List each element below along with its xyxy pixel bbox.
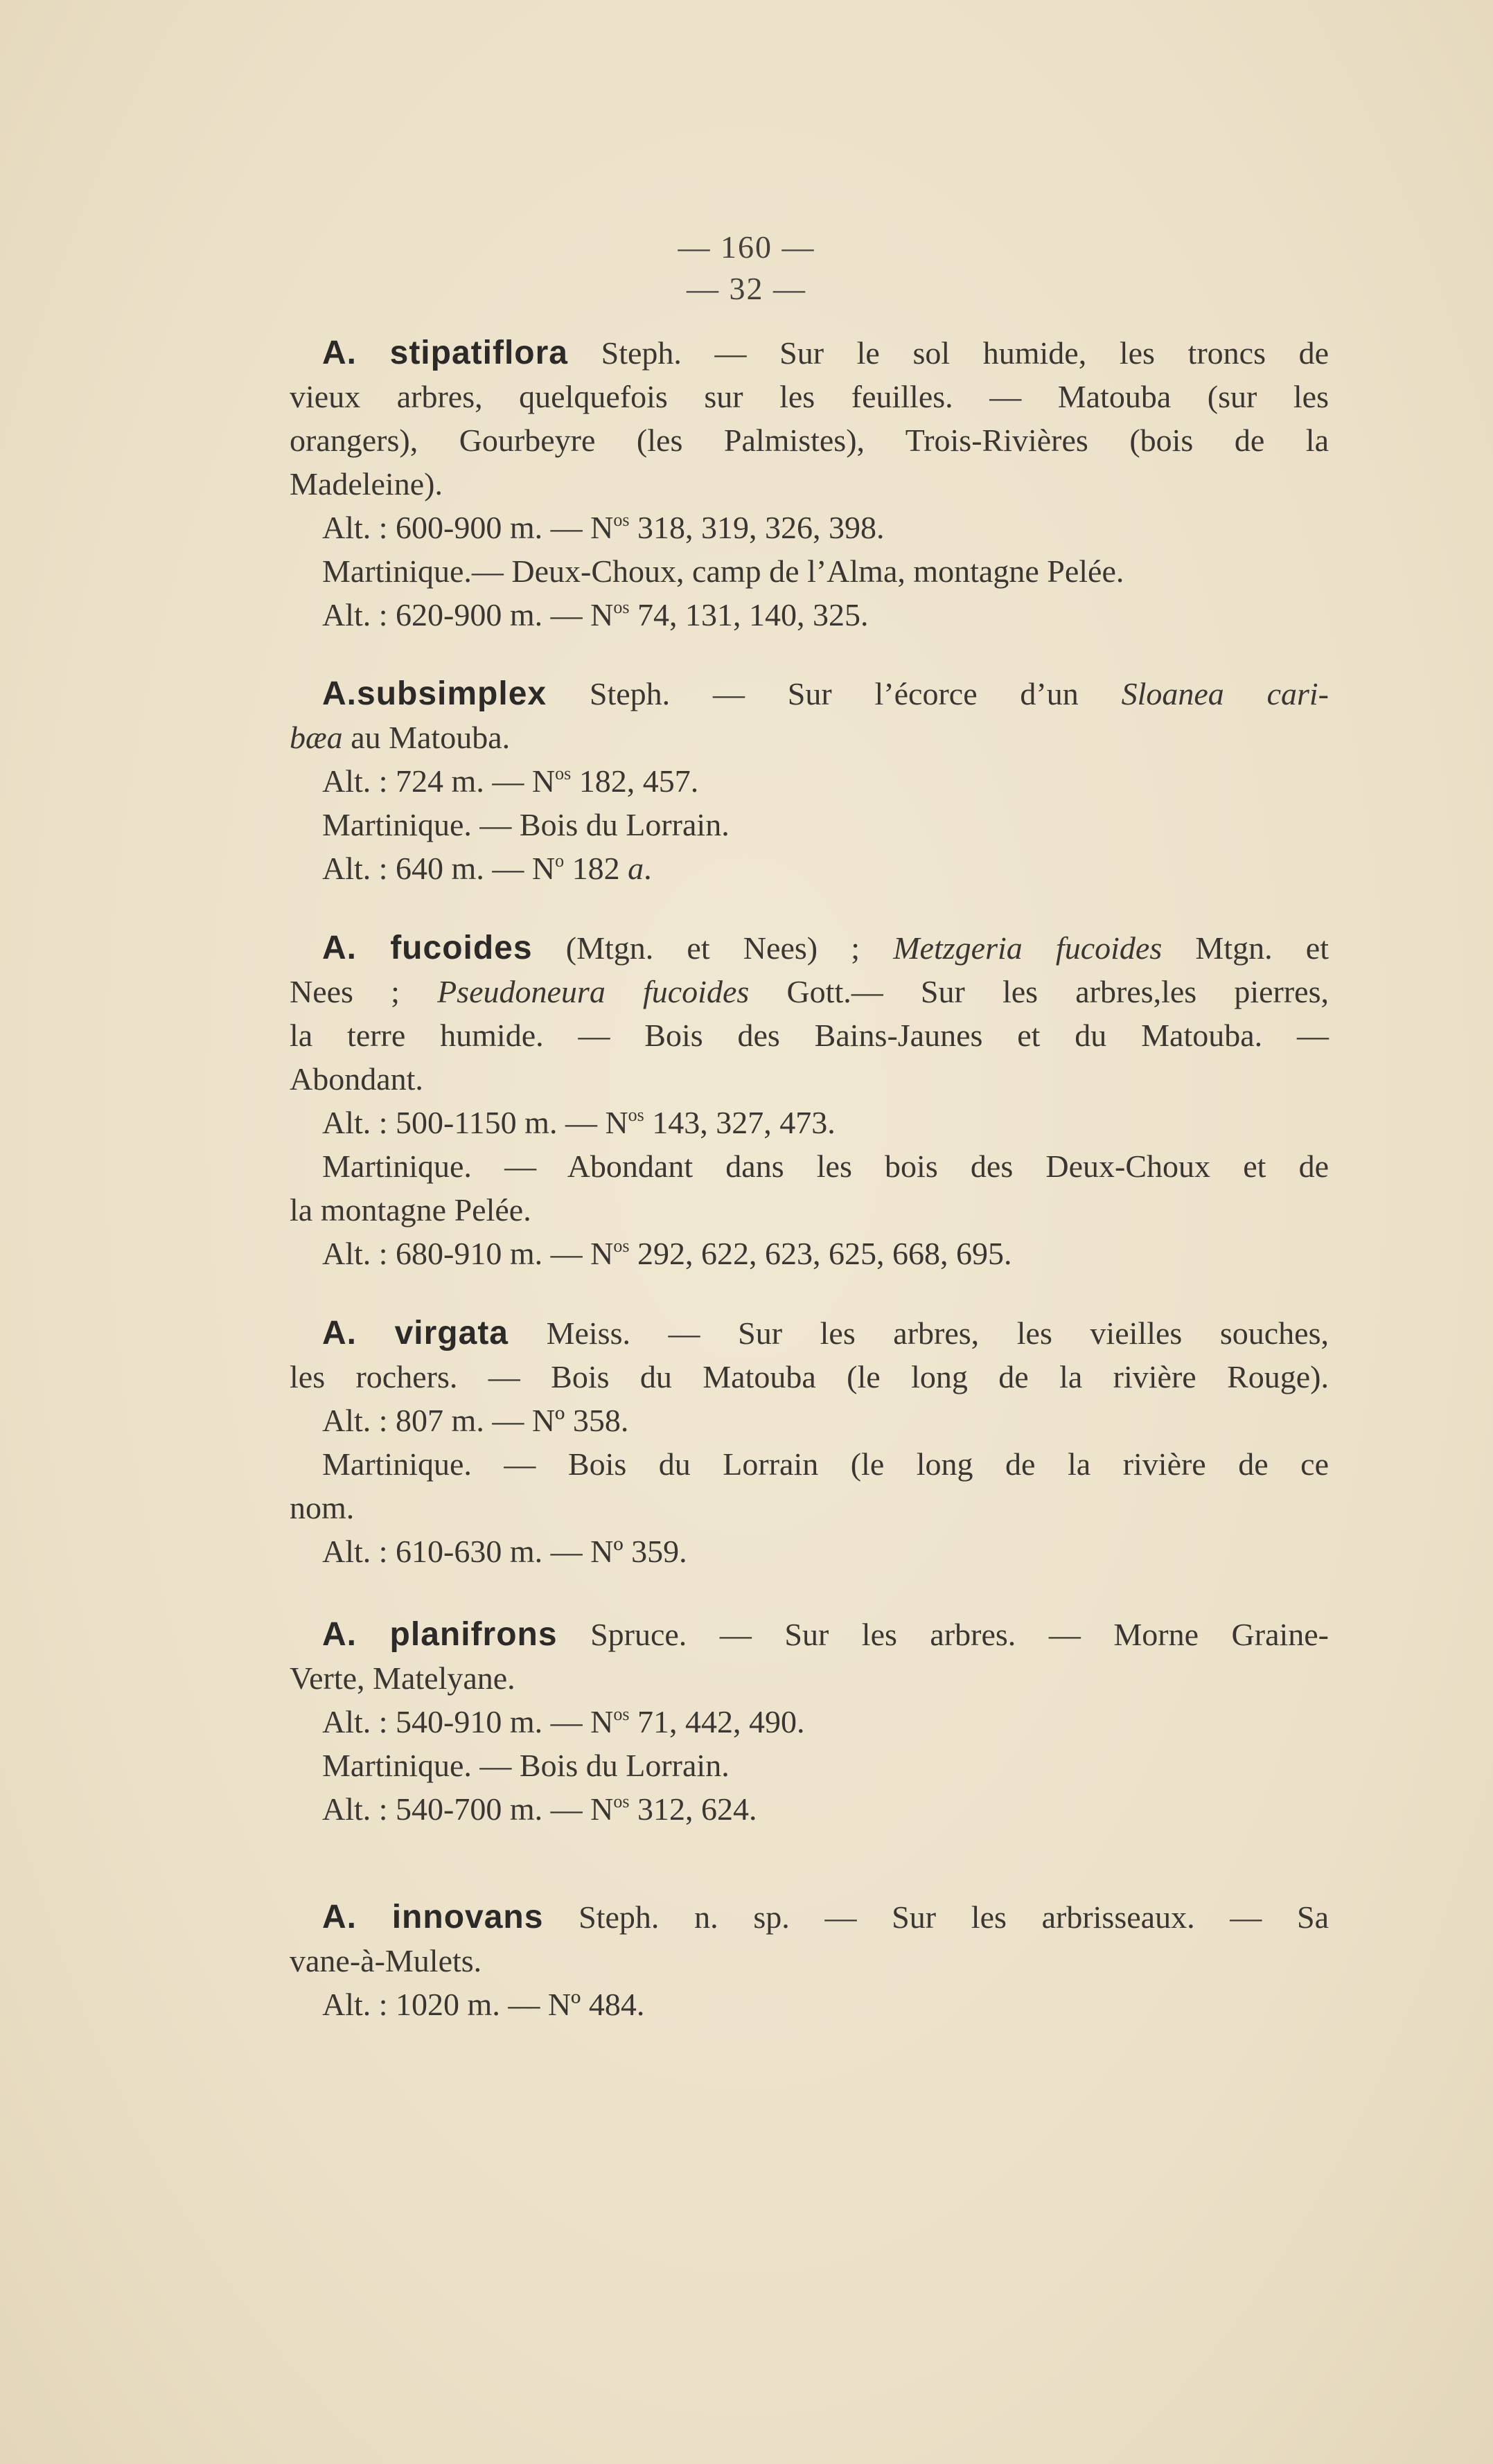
entry-heading-line: A. innovans Steph. n. sp. — Sur les arbrisseaux. — Sa xyxy=(322,1899,1329,1935)
genus-abbrev: A. xyxy=(322,335,357,371)
entry-heading-line: A. fucoides (Mtgn. et Nees) ; Metzgeria fucoides Mtgn. et xyxy=(322,930,1329,966)
species-name: fucoides xyxy=(390,930,533,966)
species-name: innovans xyxy=(391,1899,544,1935)
text-line: Martinique.— Deux-Choux, camp de l’Alma, montagne Pelée. xyxy=(322,553,1124,589)
altitude-line: Alt. : 540-700 m. — $N^{os}$ 312, 624. xyxy=(322,1791,757,1827)
altitude-line: Alt. : 1020 m. — Nº 484. xyxy=(322,1987,645,2022)
genus-abbrev: A. xyxy=(322,675,357,712)
text-line: les rochers. — Bois du Matouba (le long de la rivière Rouge). xyxy=(290,1359,1329,1394)
genus-abbrev: A. xyxy=(322,930,357,966)
text-line: Martinique. — Abondant dans les bois des Deux-Choux et de xyxy=(322,1149,1329,1184)
altitude-line: Alt. : 724 m. — $N^{os}$ 182, 457. xyxy=(322,763,699,799)
text-line: la terre humide. — Bois des Bains-Jaunes et du Matouba. — xyxy=(290,1018,1329,1053)
text-line: Verte, Matelyane. xyxy=(290,1660,515,1696)
text-line: Martinique. — Bois du Lorrain. xyxy=(322,807,730,842)
text-line: orangers), Gourbeyre (les Palmistes), Trois-Rivières (bois de la xyxy=(290,423,1329,458)
altitude-line: Alt. : 680-910 m. — $N^{os}$ 292, 622, 623, 625, 668, 695. xyxy=(322,1236,1012,1271)
text-line: nom. xyxy=(290,1490,355,1525)
entry-heading-line: A.subsimplex Steph. — Sur l’écorce d’un Sloanea cari- xyxy=(322,675,1329,712)
species-name: subsimplex xyxy=(357,675,547,712)
altitude-line: Alt. : 807 m. — Nº 358. xyxy=(322,1403,629,1438)
altitude-line: Alt. : 620-900 m. — $N^{os}$ 74, 131, 140, 325. xyxy=(322,597,869,632)
altitude-line: Alt. : 610-630 m. — Nº 359. xyxy=(322,1534,687,1569)
genus-abbrev: A. xyxy=(322,1315,357,1351)
text-line: Martinique. — Bois du Lorrain. xyxy=(322,1748,730,1783)
text-line: Martinique. — Bois du Lorrain (le long de la rivière de ce xyxy=(322,1446,1329,1482)
entry-heading-line: A. planifrons Spruce. — Sur les arbres. — Morne Graine- xyxy=(322,1616,1329,1653)
text-line: vieux arbres, quelquefois sur les feuilles. — Matouba (sur les xyxy=(290,379,1329,414)
entry-heading-line: A. stipatiflora Steph. — Sur le sol humide, les troncs de xyxy=(322,335,1329,371)
altitude-line: Alt. : 640 m. — $N^o$ 182 a. xyxy=(322,851,652,886)
text-line: Nees ; Pseudoneura fucoides Gott.— Sur les arbres,les pierres, xyxy=(290,974,1329,1009)
altitude-line: Alt. : 540-910 m. — $N^{os}$ 71, 442, 490. xyxy=(322,1704,805,1739)
text-line: Madeleine). xyxy=(290,466,443,502)
entry-heading-line: A. virgata Meiss. — Sur les arbres, les vieilles souches, xyxy=(322,1315,1329,1351)
page-number-outer: — 160 — xyxy=(678,229,815,265)
altitude-line: Alt. : 500-1150 m. — $N^{os}$ 143, 327, 473. xyxy=(322,1105,836,1140)
genus-abbrev: A. xyxy=(322,1899,357,1935)
species-name: virgata xyxy=(394,1315,509,1351)
altitude-line: Alt. : 600-900 m. — $N^{os}$ 318, 319, 326, 398. xyxy=(322,510,885,545)
genus-abbrev: A. xyxy=(322,1616,357,1653)
text-line: la montagne Pelée. xyxy=(290,1192,531,1227)
species-name: planifrons xyxy=(389,1616,558,1653)
text-line: vane-à-Mulets. xyxy=(290,1943,482,1978)
species-name: stipatiflora xyxy=(389,335,568,371)
page-number-inner: — 32 — xyxy=(687,271,806,306)
text-line: Abondant. xyxy=(290,1061,423,1097)
text-line: bæa au Matouba. xyxy=(290,720,511,755)
